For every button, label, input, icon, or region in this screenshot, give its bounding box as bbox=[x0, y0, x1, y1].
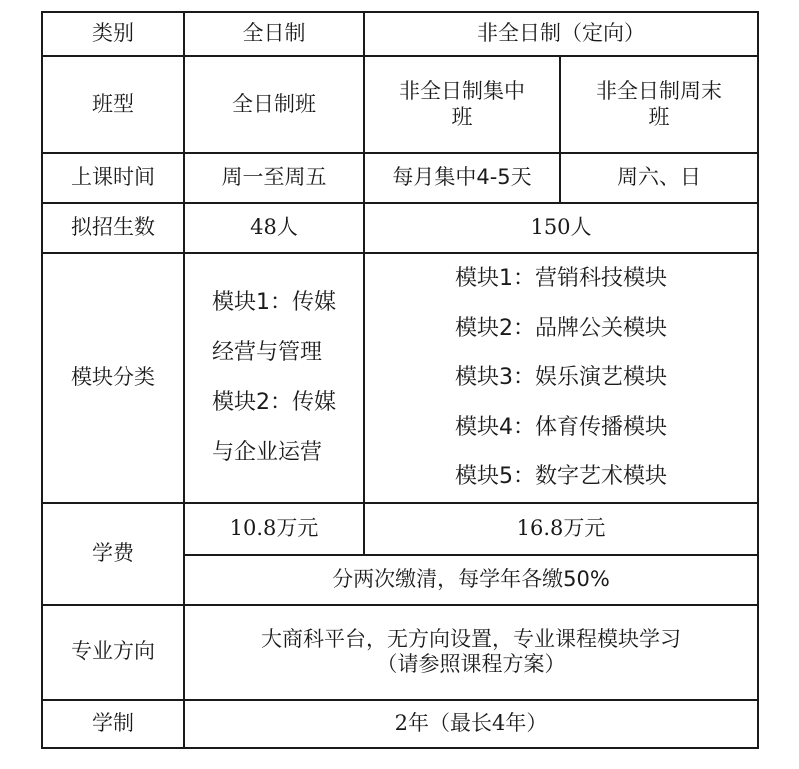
tuition-label: 学费 bbox=[42, 503, 184, 605]
parttime-module-item: 模块4：体育传播模块 bbox=[455, 414, 667, 440]
major-direction bbox=[184, 605, 758, 700]
duration-label: 学制 bbox=[42, 700, 184, 748]
major-row bbox=[42, 605, 758, 700]
schedule-row bbox=[42, 153, 758, 203]
concentrated-class bbox=[364, 56, 560, 153]
program-info-table bbox=[41, 11, 759, 749]
weekend-class bbox=[560, 56, 758, 153]
modules-label: 模块分类 bbox=[42, 253, 184, 503]
fulltime-tuition: 10.8万元 bbox=[184, 503, 364, 555]
weekend-class-line1: 非全日制周末 bbox=[596, 79, 722, 104]
parttime-tuition: 16.8万元 bbox=[364, 503, 758, 555]
parttime-module-item: 模块1：营销科技模块 bbox=[455, 266, 667, 291]
fulltime-module-line: 模块1：传媒 bbox=[212, 289, 336, 315]
parttime-header: 非全日制（定向） bbox=[364, 12, 758, 56]
parttime-module-item: 模块2：品牌公关模块 bbox=[455, 315, 667, 341]
fulltime-enrollment: 48人 bbox=[184, 203, 364, 253]
fulltime-header: 全日制 bbox=[184, 12, 364, 56]
concentrated-schedule: 每月集中4-5天 bbox=[364, 153, 560, 203]
fulltime-module-line: 经营与管理 bbox=[212, 339, 323, 365]
fulltime-module-line: 与企业运营 bbox=[212, 439, 323, 465]
enrollment-row bbox=[42, 203, 758, 253]
weekend-class-line2: 班 bbox=[648, 104, 670, 129]
weekend-schedule: 周六、日 bbox=[560, 153, 758, 203]
tuition-row bbox=[42, 503, 758, 555]
parttime-module-list bbox=[455, 254, 667, 502]
concentrated-class-line2: 班 bbox=[451, 104, 473, 129]
major-direction-line1: 大商科平台，无方向设置，专业课程模块学习 bbox=[261, 626, 681, 651]
fulltime-module-list bbox=[212, 278, 336, 478]
enrollment-label: 拟招生数 bbox=[42, 203, 184, 253]
fulltime-modules bbox=[184, 253, 364, 503]
duration-row bbox=[42, 700, 758, 748]
parttime-modules bbox=[364, 253, 758, 503]
modules-row bbox=[42, 253, 758, 503]
parttime-module-item: 模块5：数字艺术模块 bbox=[455, 464, 667, 489]
payment-note: 分两次缴清，每学年各缴50% bbox=[184, 555, 758, 605]
class-type-label: 班型 bbox=[42, 56, 184, 153]
category-label: 类别 bbox=[42, 12, 184, 56]
major-direction-line2: （请参照课程方案） bbox=[376, 652, 566, 676]
header-row bbox=[42, 12, 758, 56]
fulltime-class: 全日制班 bbox=[184, 56, 364, 153]
parttime-module-item: 模块3：娱乐演艺模块 bbox=[455, 365, 667, 390]
major-label: 专业方向 bbox=[42, 605, 184, 700]
parttime-enrollment: 150人 bbox=[364, 203, 758, 253]
concentrated-class-line1: 非全日制集中 bbox=[399, 79, 525, 104]
class-type-row bbox=[42, 56, 758, 153]
fulltime-schedule: 周一至周五 bbox=[184, 153, 364, 203]
duration-value: 2年（最长4年） bbox=[184, 700, 758, 748]
schedule-label: 上课时间 bbox=[42, 153, 184, 203]
fulltime-module-line: 模块2：传媒 bbox=[212, 389, 336, 415]
